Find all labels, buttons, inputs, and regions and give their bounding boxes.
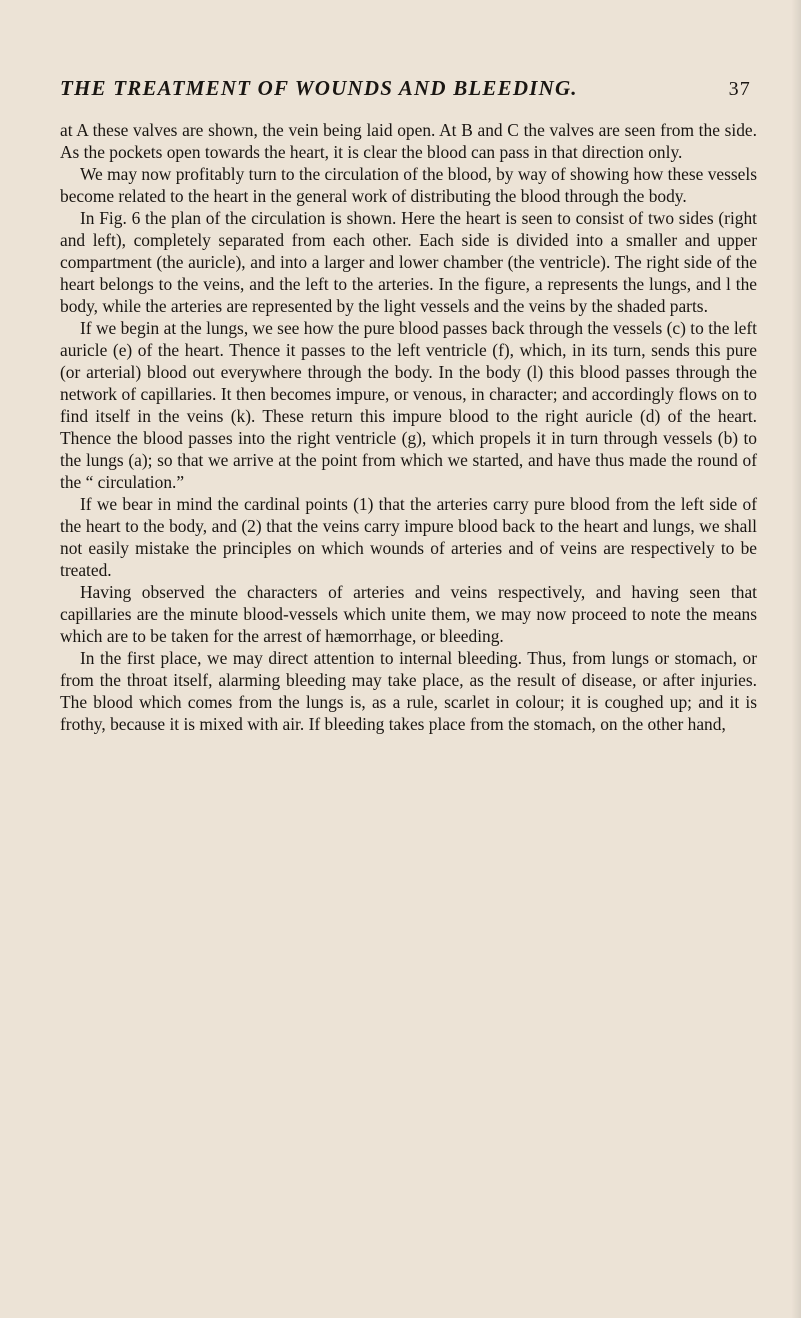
paragraph-6: Having observed the characters of arteries and veins respectively, and having seen that capillaries are the minute blood-vessels which unite them, we may now proceed to note the means which are to be taken for the arrest of hæmorrhage, or bleeding. xyxy=(60,582,757,646)
page-number: 37 xyxy=(728,78,751,100)
paragraph-5: If we bear in mind the cardinal points (1) that the arteries carry pure blood from the left side of the heart to the body, and (2) that the veins carry impure blood back to the heart and lungs, we shall not easily mistake the principles on which wounds of arteries and of veins are respectively to be treated. xyxy=(60,494,757,580)
paragraph-4: If we begin at the lungs, we see how the pure blood passes back through the vessels (c) to the left auricle (e) of the heart. Thence it passes to the left ventricle (f), which, in its turn, sends this pure (or arterial) blood out everywhere through the body. In the body (l) this blood passes through the network of capillaries. It then becomes impure, or venous, in character; and accordingly flows on to find itself in the veins (k). These return this impure blood to the right auricle (d) of the heart. Thence the blood passes into the right ventricle (g), which propels it in turn through vessels (b) to the lungs (a); so that we arrive at the point from which we started, and have thus made the round of the “ circulation.” xyxy=(60,318,757,492)
paragraph-1: at A these valves are shown, the vein being laid open. At B and C the valves are seen from the side. As the pockets open towards the heart, it is clear the blood can pass in that direction only. xyxy=(60,120,757,162)
paragraph-7: In the first place, we may direct attention to internal bleeding. Thus, from lungs or stomach, or from the throat itself, alarming bleeding may take place, as the result of disease, or after injuries. The blood which comes from the lungs is, as a rule, scarlet in colour; it is coughed up; and it is frothy, because it is mixed with air. If bleeding takes place from the stomach, on the other hand, xyxy=(60,648,757,734)
page-edge-shadow xyxy=(791,0,801,1318)
paragraph-3: In Fig. 6 the plan of the circulation is shown. Here the heart is seen to consist of two sides (right and left), completely separated from each other. Each side is divided into a smaller and upper compartment (the auricle), and into a larger and lower chamber (the ventricle). The right side of the heart belongs to the veins, and the left to the arteries. In the figure, a represents the lungs, and l the body, while the arteries are represented by the light vessels and the veins by the shaded parts. xyxy=(60,208,757,316)
paragraph-2: We may now profitably turn to the circulation of the blood, by way of showing how these vessels become related to the heart in the general work of distributing the blood through the body. xyxy=(60,164,757,206)
running-head xyxy=(60,76,757,101)
chapter-title: THE TREATMENT OF WOUNDS AND BLEEDING. xyxy=(60,76,578,100)
body-text xyxy=(60,119,757,735)
